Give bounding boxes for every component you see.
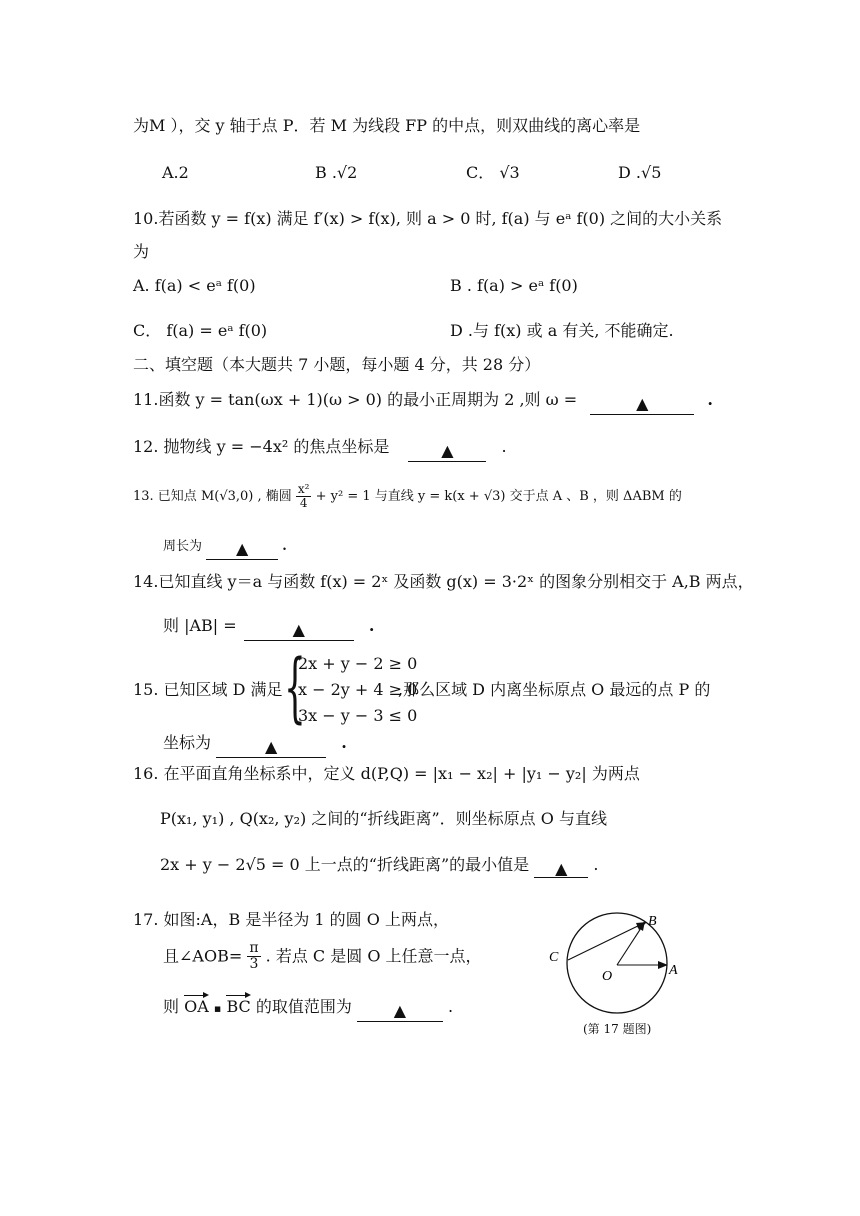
q13-line2 <box>163 539 287 560</box>
label-a: A <box>669 963 678 978</box>
q15-prefix: 15. 已知区域 D 满足 <box>133 680 283 699</box>
q16-answer-blank[interactable] <box>534 859 588 878</box>
blank-triangle-icon: ▲ <box>393 1001 407 1020</box>
label-c: C <box>549 950 559 965</box>
q12-text: 12. 抛物线 y = −4x² 的焦点坐标是 <box>133 437 390 456</box>
q17-frac-den: 3 <box>249 956 259 973</box>
q13-text-b: + y² = 1 与直线 y = k(x + √3) 交于点 A 、B ，则 ΔABM 的 <box>315 489 682 505</box>
segment-ob <box>617 925 643 965</box>
label-b: B <box>648 914 657 929</box>
q13-line1 <box>133 483 682 510</box>
blank-triangle-icon: ▲ <box>236 539 249 558</box>
q12-line <box>133 437 507 462</box>
q17-line3 <box>163 997 453 1022</box>
q11-answer-blank[interactable] <box>590 394 694 415</box>
q15-ineq-2: x − 2y + 4 ≥ 0 <box>298 680 418 699</box>
q15-suffix: ,那么区域 D 内离坐标原点 O 最远的点 P 的 <box>398 680 711 699</box>
q15-text-line2: 坐标为 <box>163 733 212 752</box>
q10-stem-line1: 10.若函数 y = f(x) 满足 f′(x) > f(x), 则 a > 0 时, f(a) 与 eᵃ f(0) 之间的大小关系 <box>133 209 723 228</box>
q14-line2 <box>163 616 374 641</box>
q17-text-b: . 若点 C 是圆 O 上任意一点， <box>265 946 482 966</box>
q14-answer-blank[interactable] <box>244 620 354 641</box>
q17-text-d: 的取值范围为 <box>255 997 352 1016</box>
q14-line1: 14.已知直线 y＝a 与函数 f(x) = 2ˣ 及函数 g(x) = 3·2ˣ 的图象分别相交于 A,B 两点， <box>133 572 754 591</box>
vector-bc: BC <box>226 997 251 1016</box>
q10-stem-line2: 为 <box>133 242 150 261</box>
q14-text-line2: 则 |AB| = <box>163 616 237 635</box>
figure-caption: (第 17 题图) <box>583 1022 652 1036</box>
vector-oa: OA <box>184 997 209 1016</box>
q13-period: . <box>282 539 287 554</box>
q15-answer-blank[interactable] <box>216 737 326 758</box>
q13-text-line2: 周长为 <box>163 539 203 554</box>
blank-triangle-icon: ▲ <box>555 859 568 878</box>
q16-line1: 16. 在平面直角坐标系中，定义 d(P,Q) = |x₁ − x₂| + |y₁ − y₂| 为两点 <box>133 764 640 783</box>
q16-text-line3: 2x + y − 2√5 = 0 上一点的“折线距离”的最小值是 <box>160 855 530 874</box>
q15-line2 <box>163 733 347 758</box>
q10-option-d: D .与 f(x) 或 a 有关, 不能确定. <box>450 321 674 340</box>
label-o: O <box>602 969 613 984</box>
q13-fraction <box>296 483 312 510</box>
q16-line2: P(x₁, y₁) , Q(x₂, y₂) 之间的“折线距离”．则坐标原点 O 与直线 <box>160 809 607 828</box>
q17-line2 <box>163 941 482 973</box>
q17-period: . <box>448 997 454 1016</box>
blank-triangle-icon: ▲ <box>292 620 305 639</box>
q11-line <box>133 390 713 415</box>
q10-option-a: A. f(a) < eᵃ f(0) <box>133 276 256 295</box>
blank-triangle-icon: ▲ <box>264 737 278 756</box>
q15-period: . <box>341 733 347 752</box>
blank-triangle-icon: ▲ <box>441 441 454 460</box>
q10-option-b: B . f(a) > eᵃ f(0) <box>450 276 578 295</box>
q9-option-c: C． √3 <box>466 163 520 182</box>
q17-answer-blank[interactable] <box>357 1001 443 1022</box>
q12-period: . <box>501 437 507 456</box>
q13-text-a: 13. 已知点 M(√3,0) , 椭圆 <box>133 489 292 505</box>
q17-line1: 17. 如图:A，B 是半径为 1 的圆 O 上两点， <box>133 910 449 929</box>
q11-period: . <box>707 390 713 409</box>
blank-triangle-icon: ▲ <box>636 394 649 413</box>
q13-frac-den: 4 <box>299 496 308 511</box>
q13-answer-blank[interactable] <box>206 539 278 560</box>
q17-text-a: 且∠AOB= <box>163 946 243 966</box>
q10-option-c: C． f(a) = eᵃ f(0) <box>133 321 268 340</box>
q16-line3 <box>160 855 598 878</box>
q17-fraction <box>247 941 260 973</box>
q9-option-b: B .√2 <box>315 163 358 182</box>
q17-frac-num: π <box>249 940 259 956</box>
section-heading: 二、填空题（本大题共 7 小题，每小题 4 分，共 28 分） <box>133 355 541 374</box>
q9-option-d: D .√5 <box>618 163 662 182</box>
q15-ineq-1: 2x + y − 2 ≥ 0 <box>298 654 418 673</box>
q14-period: . <box>368 616 375 635</box>
circle-figure <box>540 905 710 1020</box>
q16-period: . <box>593 855 599 874</box>
q12-answer-blank[interactable] <box>408 441 486 462</box>
q9-tail-text: 为M ），交 y 轴于点 P．若 M 为线段 FP 的中点，则双曲线的离心率是 <box>133 116 641 135</box>
q15-ineq-3: 3x − y − 3 ≤ 0 <box>298 706 418 725</box>
q13-frac-num: x² <box>297 482 310 496</box>
dot-product-symbol: ▪ <box>213 1002 222 1015</box>
q9-option-a: A.2 <box>162 163 189 182</box>
q17-text-c: 则 <box>163 997 180 1016</box>
q11-text: 11.函数 y = tan(ωx + 1)(ω > 0) 的最小正周期为 2 ,则 ω = <box>133 390 578 409</box>
q15-brace: { <box>284 642 306 731</box>
